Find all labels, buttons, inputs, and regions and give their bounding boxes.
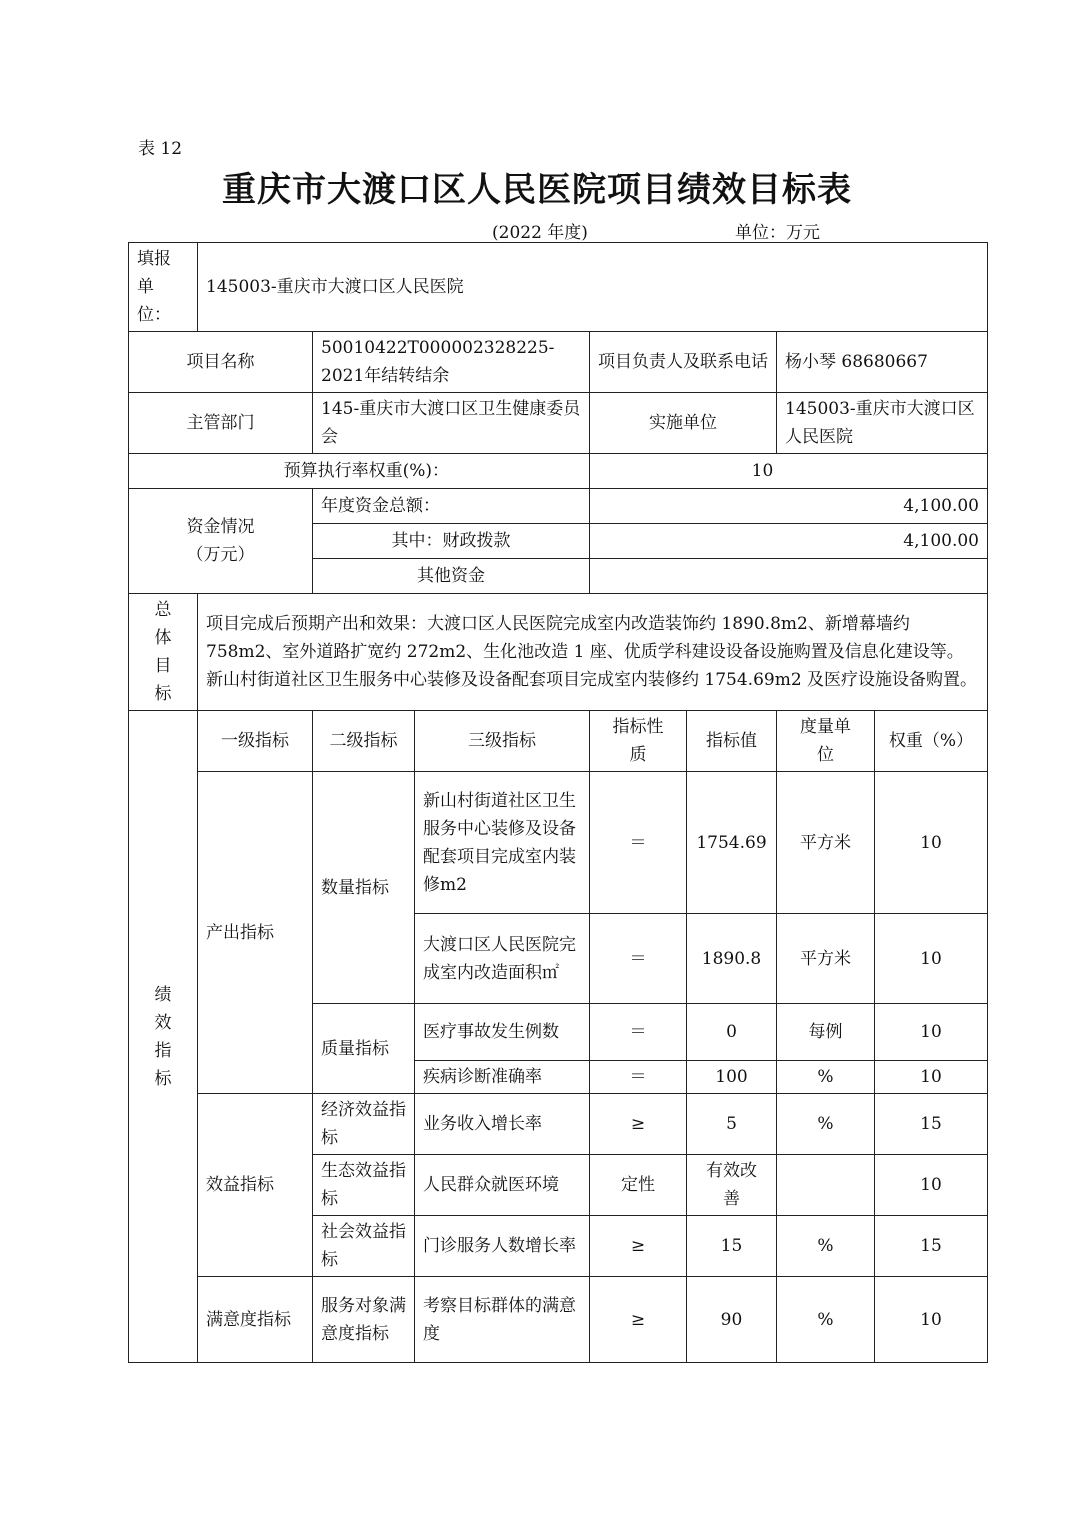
row-1-l3: 大渡口区人民医院完成室内改造面积㎡ [415, 914, 590, 1004]
row-1-unit: 平方米 [777, 914, 875, 1004]
level1-satisfaction: 满意度指标 [198, 1277, 313, 1363]
header-level2: 二级指标 [313, 711, 415, 772]
row-1-value: 1890.8 [687, 914, 777, 1004]
level2-economic: 经济效益指标 [313, 1094, 415, 1155]
row-0-nature: ＝ [590, 772, 687, 914]
row-4-weight: 15 [875, 1094, 988, 1155]
level2-ecological: 生态效益指标 [313, 1155, 415, 1216]
header-unit-text: 度量单位 [800, 717, 851, 765]
row-2-unit: 每例 [777, 1004, 875, 1061]
funds-other-label: 其他资金 [313, 559, 590, 594]
row-3-nature: ＝ [590, 1061, 687, 1094]
filler-label-cell [129, 243, 198, 332]
row-5-unit [777, 1155, 875, 1216]
row-0-l3: 新山村街道社区卫生服务中心装修及设备配套项目完成室内装修m2 [415, 772, 590, 914]
row-6-l3: 门诊服务人数增长率 [415, 1216, 590, 1277]
row-2-value: 0 [687, 1004, 777, 1061]
page-title: 重庆市大渡口区人民医院项目绩效目标表 [222, 170, 852, 210]
row-1-weight: 10 [875, 914, 988, 1004]
level1-benefit: 效益指标 [198, 1094, 313, 1277]
row-5-value-text: 有效改善 [706, 1161, 757, 1209]
row-2-weight: 10 [875, 1004, 988, 1061]
row-5-nature: 定性 [590, 1155, 687, 1216]
header-nature [590, 711, 687, 772]
header-nature-text: 指标性质 [612, 717, 664, 765]
row-4-unit: % [777, 1094, 875, 1155]
level2-quality: 质量指标 [313, 1004, 415, 1094]
project-name-value: 50010422T000002328225-2021年结转结余 [313, 332, 590, 393]
impl-value: 145003-重庆市大渡口区人民医院 [777, 393, 988, 454]
row-7-l3: 考察目标群体的满意度 [415, 1277, 590, 1363]
contact-label: 项目负责人及联系电话 [590, 332, 777, 393]
unit-label: 单位：万元 [735, 223, 820, 243]
header-value: 指标值 [687, 711, 777, 772]
row-2-nature: ＝ [590, 1004, 687, 1061]
row-3-value: 100 [687, 1061, 777, 1094]
header-level1: 一级指标 [198, 711, 313, 772]
row-2-l3: 医疗事故发生例数 [415, 1004, 590, 1061]
filler-value: 145003-重庆市大渡口区人民医院 [198, 243, 988, 332]
row-1-nature: ＝ [590, 914, 687, 1004]
indicators-label-cell [129, 711, 198, 1363]
year-label: (2022 年度) [492, 223, 588, 243]
funds-other-value [590, 559, 988, 594]
row-0-unit: 平方米 [777, 772, 875, 914]
header-weight: 权重（%） [875, 711, 988, 772]
row-4-value: 5 [687, 1094, 777, 1155]
header-unit [777, 711, 875, 772]
row-4-nature: ≥ [590, 1094, 687, 1155]
row-0-value: 1754.69 [687, 772, 777, 914]
funds-label [129, 489, 313, 594]
level2-social: 社会效益指标 [313, 1216, 415, 1277]
dept-value: 145-重庆市大渡口区卫生健康委员会 [313, 393, 590, 454]
row-3-unit: % [777, 1061, 875, 1094]
goal-text: 项目完成后预期产出和效果：大渡口区人民医院完成室内改造装饰约 1890.8m2、新增幕墙约 758m2、室外道路扩宽约 272m2、生化池改造 1 座、优质学科建设设备设施购置及信息化建设等。新山村街道社区卫生服务中心装修及设备配套项目完成室内装修约 1754.69m2 及医疗设施设备购置。 [198, 594, 988, 711]
funds-total-value: 4,100.00 [590, 489, 988, 524]
row-5-weight: 10 [875, 1155, 988, 1216]
impl-label: 实施单位 [590, 393, 777, 454]
goal-label: 总体目标 [154, 600, 172, 704]
row-0-weight: 10 [875, 772, 988, 914]
dept-label: 主管部门 [129, 393, 313, 454]
funds-total-label: 年度资金总额： [313, 489, 590, 524]
row-7-value: 90 [687, 1277, 777, 1363]
row-5-l3: 人民群众就医环境 [415, 1155, 590, 1216]
filler-label: 填报单位： [137, 249, 171, 325]
row-6-nature: ≥ [590, 1216, 687, 1277]
row-4-l3: 业务收入增长率 [415, 1094, 590, 1155]
funds-fiscal-label: 其中：财政拨款 [313, 524, 590, 559]
project-name-label: 项目名称 [129, 332, 313, 393]
level2-service: 服务对象满意度指标 [313, 1277, 415, 1363]
header-level3: 三级指标 [415, 711, 590, 772]
row-6-weight: 15 [875, 1216, 988, 1277]
funds-label-text: 资金情况（万元） [186, 517, 255, 565]
row-7-nature: ≥ [590, 1277, 687, 1363]
row-6-unit: % [777, 1216, 875, 1277]
budget-weight-value: 10 [590, 454, 988, 489]
indicators-label: 绩效指标 [154, 984, 172, 1089]
row-7-unit: % [777, 1277, 875, 1363]
budget-weight-label: 预算执行率权重(%)： [129, 454, 590, 489]
funds-fiscal-value: 4,100.00 [590, 524, 988, 559]
row-3-l3: 疾病诊断准确率 [415, 1061, 590, 1094]
table-number: 表 12 [138, 139, 183, 159]
row-7-weight: 10 [875, 1277, 988, 1363]
level1-output: 产出指标 [198, 772, 313, 1094]
performance-table [128, 242, 988, 1363]
contact-value: 杨小琴 68680667 [777, 332, 988, 393]
level2-quantity: 数量指标 [313, 772, 415, 1004]
row-6-value: 15 [687, 1216, 777, 1277]
goal-label-cell [129, 594, 198, 711]
row-5-value [687, 1155, 777, 1216]
row-3-weight: 10 [875, 1061, 988, 1094]
